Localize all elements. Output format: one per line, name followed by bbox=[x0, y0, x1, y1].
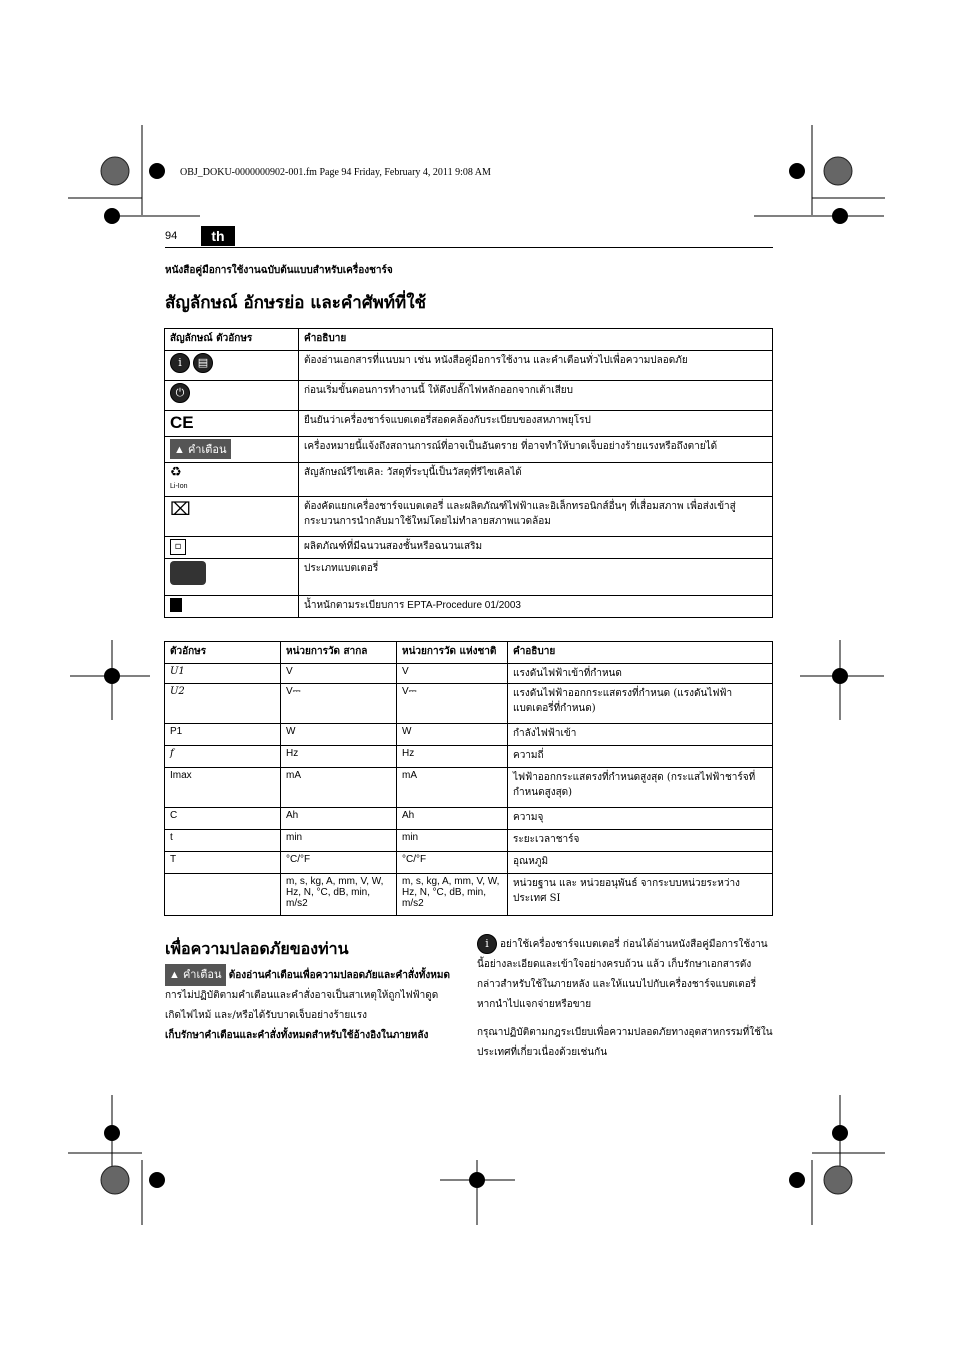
unit-symbol: U1 bbox=[165, 664, 281, 684]
double-insulation-icon: ▫ bbox=[170, 539, 186, 555]
read-manual-icon: i bbox=[170, 353, 190, 373]
intl-unit: Hz bbox=[281, 746, 397, 768]
col-header-national-unit: หน่วยการวัด แห่งชาติ bbox=[397, 642, 508, 664]
col-header-letter: ตัวอักษร bbox=[165, 642, 281, 664]
unit-symbol: C bbox=[165, 808, 281, 830]
unit-symbol: U2 bbox=[165, 684, 281, 724]
description-cell: ประเภทแบตเตอรี่ bbox=[299, 559, 773, 596]
read-manual-icon: i bbox=[477, 934, 497, 954]
unit-description: ความถี่ bbox=[508, 746, 773, 768]
unit-description: กำลังไฟฟ้าเข้า bbox=[508, 724, 773, 746]
symbol-cell bbox=[165, 596, 299, 618]
warning-badge-label: คำเตือน bbox=[182, 969, 222, 981]
language-tag: th bbox=[201, 226, 235, 246]
safety-lead: ต้องอ่านคำเตือนเพื่อความปลอดภัยและคำสั่งทั้งหมด bbox=[228, 970, 450, 981]
unit-symbol bbox=[165, 874, 281, 916]
header-divider bbox=[165, 247, 773, 248]
description-cell: น้ำหนักตามระเบียบการ EPTA-Procedure 01/2003 bbox=[299, 596, 773, 618]
read-manual-paragraph: อย่าใช้เครื่องชาร์จแบตเตอรี่ ก่อนได้อ่านหนังสือคู่มือการใช้งานนี้อย่างละเอียดและเข้าใจอย่างครบถ้วน แล้ว เก็บรักษาเอกสารดังกล่าวสำหรับใช้ในภายหลัง และให้แนบไปกับเครื่องชาร์จแบตเตอรี่หากนำไปแจกจ่ายหรือขาย bbox=[477, 939, 768, 1010]
warning-badge-label: คำเตือน bbox=[187, 444, 227, 456]
book-icon: ▤ bbox=[193, 353, 213, 373]
unit-symbol: T bbox=[165, 852, 281, 874]
crossed-bin-icon: ⌧ bbox=[170, 499, 191, 520]
page-number: 94 bbox=[165, 230, 178, 242]
national-unit: Hz bbox=[397, 746, 508, 768]
national-unit: mA bbox=[397, 768, 508, 808]
units-table bbox=[164, 641, 773, 916]
unit-description: แรงดันไฟฟ้าออกกระแสตรงที่กำหนด (แรงดันไฟฟ้าแบตเตอรี่ที่กำหนด) bbox=[508, 684, 773, 724]
unplug-icon: ⏻ bbox=[170, 383, 190, 403]
unit-symbol: t bbox=[165, 830, 281, 852]
document-subtitle: หนังสือคู่มือการใช้งานฉบับต้นแบบสำหรับเครื่องชาร์จ bbox=[165, 265, 393, 276]
national-unit: min bbox=[397, 830, 508, 852]
description-cell: ผลิตภัณฑ์ที่มีฉนวนสองชั้นหรือฉนวนเสริม bbox=[299, 537, 773, 559]
description-cell: เครื่องหมายนี้แจ้งถึงสถานการณ์ที่อาจเป็นอันตราย ที่อาจทำให้บาดเจ็บอย่างร้ายแรงหรือถึงตายได้ bbox=[299, 437, 773, 463]
unit-description: ระยะเวลาชาร์จ bbox=[508, 830, 773, 852]
unit-symbol: P1 bbox=[165, 724, 281, 746]
safety-text: การไม่ปฏิบัติตามคำเตือนและคำสั่งอาจเป็นสาเหตุให้ถูกไฟฟ้าดูด เกิดไฟไหม้ และ/หรือได้รับบาดเจ็บอย่างร้ายแรง bbox=[165, 990, 439, 1021]
warning-badge: ▲ คำเตือน bbox=[170, 439, 231, 459]
national-unit: V⎓ bbox=[397, 684, 508, 724]
description-cell: ต้องอ่านเอกสารที่แนบมา เช่น หนังสือคู่มือการใช้งาน และคำเตือนทั่วไปเพื่อความปลอดภัย bbox=[299, 351, 773, 381]
warning-badge: ▲ คำเตือน bbox=[165, 964, 226, 986]
symbol-cell bbox=[165, 437, 299, 463]
symbol-cell bbox=[165, 497, 299, 537]
safety-keep-note: เก็บรักษาคำเตือนและคำสั่งทั้งหมดสำหรับใช้อ้างอิงในภายหลัง bbox=[165, 1030, 429, 1041]
national-unit: Ah bbox=[397, 808, 508, 830]
symbol-cell bbox=[165, 381, 299, 411]
section-title-safety: เพื่อความปลอดภัยของท่าน bbox=[165, 939, 349, 958]
unit-description: ความจุ bbox=[508, 808, 773, 830]
description-cell: สัญลักษณ์รีไซเคิล: วัสดุที่ระบุนี้เป็นวัสดุที่รีไซเคิลได้ bbox=[299, 463, 773, 497]
description-cell: ต้องคัดแยกเครื่องชาร์จแบตเตอรี่ และผลิตภัณฑ์ไฟฟ้าและอิเล็กทรอนิกส์อื่นๆ ที่เสื่อมสภาพ เพื่อส่งเข้าสู่กระบวนการนำกลับมาใช้ใหม่โดยไม่ทำลายสภาพแวดล้อม bbox=[299, 497, 773, 537]
recycle-icon: ♻ bbox=[170, 465, 182, 480]
description-cell: ยืนยันว่าเครื่องชาร์จแบตเตอรี่สอดคล้องกับระเบียบของสหภาพยุโรป bbox=[299, 411, 773, 437]
weight-icon bbox=[170, 598, 182, 612]
col-header-description: คำอธิบาย bbox=[299, 329, 773, 351]
safety-right-column bbox=[477, 934, 773, 1063]
intl-unit: min bbox=[281, 830, 397, 852]
unit-description: ไฟฟ้าออกกระแสตรงที่กำหนดสูงสุด (กระแสไฟฟ้าชาร์จที่กำหนดสูงสุด) bbox=[508, 768, 773, 808]
unit-description: อุณหภูมิ bbox=[508, 852, 773, 874]
symbol-cell bbox=[165, 463, 299, 497]
national-unit: W bbox=[397, 724, 508, 746]
symbols-table bbox=[164, 328, 773, 618]
battery-pack-icon bbox=[170, 561, 206, 585]
intl-unit: V⎓ bbox=[281, 684, 397, 724]
intl-unit: m, s, kg, A, mm, V, W, Hz, N, °C, dB, min, m/s2 bbox=[281, 874, 397, 916]
symbol-cell bbox=[165, 411, 299, 437]
national-unit: °C/°F bbox=[397, 852, 508, 874]
symbol-cell bbox=[165, 351, 299, 381]
unit-symbol: Imax bbox=[165, 768, 281, 808]
col-header-intl-unit: หน่วยการวัด สากล bbox=[281, 642, 397, 664]
national-unit: V bbox=[397, 664, 508, 684]
symbol-cell bbox=[165, 559, 299, 596]
unit-description: หน่วยฐาน และ หน่วยอนุพันธ์ จากระบบหน่วยระหว่างประเทศ SI bbox=[508, 874, 773, 916]
unit-symbol: f bbox=[165, 746, 281, 768]
unit-description: แรงดันไฟฟ้าเข้าที่กำหนด bbox=[508, 664, 773, 684]
file-header-line: OBJ_DOKU-0000000902-001.fm Page 94 Friday, February 4, 2011 9:08 AM bbox=[180, 167, 491, 178]
col-header-description: คำอธิบาย bbox=[508, 642, 773, 664]
liion-label: Li-Ion bbox=[170, 483, 188, 490]
intl-unit: °C/°F bbox=[281, 852, 397, 874]
intl-unit: W bbox=[281, 724, 397, 746]
intl-unit: mA bbox=[281, 768, 397, 808]
intl-unit: V bbox=[281, 664, 397, 684]
col-header-symbol: สัญลักษณ์ ตัวอักษร bbox=[165, 329, 299, 351]
regulations-paragraph: กรุณาปฏิบัติตามกฎระเบียบเพื่อความปลอดภัยทางอุตสาหกรรมที่ใช้ในประเทศที่เกี่ยวเนื่องด้วยเช่นกัน bbox=[477, 1027, 773, 1058]
national-unit: m, s, kg, A, mm, V, W, Hz, N, °C, dB, min, m/s2 bbox=[397, 874, 508, 916]
description-cell: ก่อนเริ่มขั้นตอนการทำงานนี้ ให้ดึงปลั๊กไฟหลักออกจากเต้าเสียบ bbox=[299, 381, 773, 411]
safety-left-column bbox=[165, 964, 455, 1046]
intl-unit: Ah bbox=[281, 808, 397, 830]
symbol-cell bbox=[165, 537, 299, 559]
ce-mark-icon: CE bbox=[170, 413, 194, 432]
section-title-symbols: สัญลักษณ์ อักษรย่อ และคำศัพท์ที่ใช้ bbox=[165, 293, 427, 313]
